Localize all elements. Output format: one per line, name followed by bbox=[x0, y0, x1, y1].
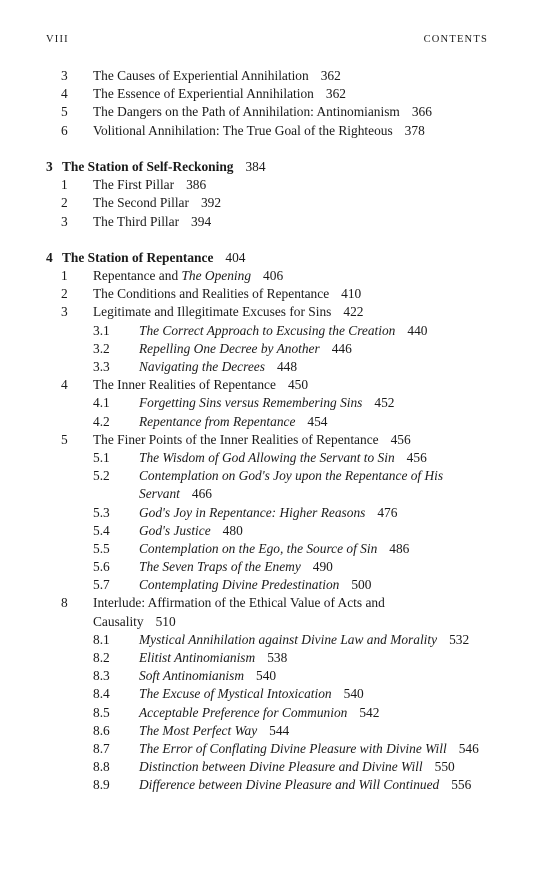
toc-entry[interactable] bbox=[0, 376, 554, 394]
toc-subentry[interactable] bbox=[0, 740, 554, 758]
entry-title: God's Justice bbox=[139, 522, 211, 538]
entry-title: The Third Pillar bbox=[93, 213, 180, 229]
entry-number: 2 bbox=[61, 195, 68, 211]
entry-number: 3 bbox=[61, 304, 68, 320]
entry-number: 8.7 bbox=[93, 740, 110, 756]
entry-page: 540 bbox=[256, 668, 277, 684]
entry-page: 546 bbox=[458, 740, 479, 756]
toc-entry-continued[interactable] bbox=[0, 613, 554, 631]
entry-page: 538 bbox=[267, 650, 288, 665]
entry-title: The Correct Approach to Excusing the Creation bbox=[139, 322, 396, 338]
entry-page: 392 bbox=[200, 195, 222, 211]
entry-number: 2 bbox=[61, 286, 68, 302]
toc-entry[interactable] bbox=[0, 594, 554, 612]
entry-title: Contemplation on the Ego, the Source of Sin bbox=[139, 540, 378, 556]
running-title: CONTENTS bbox=[423, 34, 488, 45]
toc-subentry[interactable] bbox=[0, 776, 554, 794]
toc-subentry[interactable] bbox=[0, 704, 554, 722]
toc-subentry[interactable] bbox=[0, 667, 554, 685]
toc-subentry[interactable] bbox=[0, 322, 554, 340]
entry-number: 3.1 bbox=[93, 322, 110, 338]
entry-title: Contemplating Divine Predestination bbox=[139, 577, 340, 593]
entry-page: 378 bbox=[404, 122, 425, 138]
toc-chapter-entry[interactable] bbox=[0, 249, 554, 267]
entry-number: 1 bbox=[61, 177, 68, 193]
entry-page: 448 bbox=[276, 359, 298, 374]
entry-page: 544 bbox=[269, 722, 290, 738]
entry-title: Forgetting Sins versus Remembering Sins bbox=[139, 395, 363, 411]
entry-title: The Dangers on the Path of Annihilation: Antinomianism bbox=[93, 104, 400, 120]
toc-entry[interactable] bbox=[0, 122, 554, 140]
toc-subentry[interactable] bbox=[0, 540, 554, 558]
toc-subentry[interactable] bbox=[0, 558, 554, 576]
spacer bbox=[0, 140, 554, 158]
toc-chapter-entry[interactable] bbox=[0, 158, 554, 176]
entry-number: 8.3 bbox=[93, 668, 110, 684]
entry-page: 542 bbox=[359, 704, 380, 720]
toc-entry[interactable] bbox=[0, 176, 554, 194]
chapter-page: 404 bbox=[225, 249, 246, 265]
entry-title: The Excuse of Mystical Intoxication bbox=[139, 686, 332, 702]
toc-subentry[interactable] bbox=[0, 631, 554, 649]
entry-number: 3.2 bbox=[93, 340, 110, 356]
entry-page: 476 bbox=[377, 504, 398, 520]
toc-subentry[interactable] bbox=[0, 758, 554, 776]
entry-page: 362 bbox=[320, 68, 341, 83]
entry-title: The Inner Realities of Repentance bbox=[93, 377, 276, 393]
toc-subentry[interactable] bbox=[0, 467, 554, 485]
entry-page: 466 bbox=[191, 486, 212, 502]
entry-number: 5.5 bbox=[93, 540, 110, 556]
chapter-number: 4 bbox=[46, 249, 53, 265]
entry-number: 8.4 bbox=[93, 686, 110, 702]
entry-title: Difference between Divine Pleasure and Will Continued bbox=[139, 777, 440, 793]
entry-number: 8.6 bbox=[93, 722, 110, 738]
entry-title: The Error of Conflating Divine Pleasure with Divine Will bbox=[139, 740, 447, 756]
entry-title: Mystical Annihilation against Divine Law and Morality bbox=[139, 631, 438, 647]
toc-subentry[interactable] bbox=[0, 340, 554, 358]
entry-number: 3 bbox=[61, 213, 68, 229]
entry-number: 3 bbox=[61, 68, 68, 83]
toc-entry[interactable] bbox=[0, 285, 554, 303]
toc-subentry[interactable] bbox=[0, 449, 554, 467]
entry-page: 500 bbox=[351, 577, 372, 593]
toc-subentry[interactable] bbox=[0, 413, 554, 431]
entry-number: 8.2 bbox=[93, 650, 110, 665]
entry-title: Navigating the Decrees bbox=[139, 359, 265, 374]
entry-title: The Wisdom of God Allowing the Servant to Sin bbox=[139, 449, 395, 465]
entry-page: 422 bbox=[343, 304, 364, 320]
entry-number: 8.9 bbox=[93, 777, 110, 793]
entry-title-italic: The Opening bbox=[181, 268, 252, 284]
entry-number: 5.3 bbox=[93, 504, 110, 520]
entry-number: 8 bbox=[61, 595, 68, 611]
entry-title: Repentance from Repentance bbox=[139, 413, 296, 429]
toc-entry[interactable] bbox=[0, 267, 554, 285]
entry-page: 556 bbox=[451, 777, 472, 793]
entry-number: 8.8 bbox=[93, 759, 110, 775]
toc-entry[interactable] bbox=[0, 303, 554, 321]
toc-entry[interactable] bbox=[0, 431, 554, 449]
toc-entry[interactable] bbox=[0, 67, 554, 85]
toc-subentry[interactable] bbox=[0, 722, 554, 740]
toc-subentry[interactable] bbox=[0, 394, 554, 412]
entry-title: Interlude: Affirmation of the Ethical Value of Acts and bbox=[93, 595, 385, 611]
chapter-title: The Station of Repentance bbox=[62, 249, 214, 265]
entry-page: 394 bbox=[191, 213, 212, 229]
toc-subentry[interactable] bbox=[0, 649, 554, 667]
entry-page: 540 bbox=[343, 686, 364, 702]
toc-subentry[interactable] bbox=[0, 576, 554, 594]
entry-number: 5 bbox=[61, 431, 68, 447]
entry-title: The First Pillar bbox=[93, 177, 175, 193]
entry-title: Contemplation on God's Joy upon the Repentance of His bbox=[139, 468, 444, 484]
entry-page: 454 bbox=[307, 413, 328, 429]
toc-subentry[interactable] bbox=[0, 522, 554, 540]
entry-number: 6 bbox=[61, 122, 68, 138]
entry-page: 550 bbox=[434, 759, 455, 775]
folio: VIII bbox=[46, 34, 69, 45]
entry-page: 532 bbox=[449, 631, 470, 647]
spacer bbox=[0, 231, 554, 249]
entry-page: 450 bbox=[287, 377, 309, 393]
toc-subentry-continued[interactable] bbox=[0, 485, 554, 503]
entry-number: 4.1 bbox=[93, 395, 110, 411]
entry-title: The Essence of Experiential Annihilation bbox=[93, 86, 314, 102]
toc-subentry[interactable] bbox=[0, 504, 554, 522]
entry-page: 456 bbox=[406, 449, 427, 465]
toc-subentry[interactable] bbox=[0, 685, 554, 703]
entry-number: 4.2 bbox=[93, 413, 110, 429]
entry-number: 3.3 bbox=[93, 359, 110, 374]
running-head bbox=[46, 34, 488, 45]
entry-title: The Conditions and Realities of Repentance bbox=[93, 286, 330, 302]
chapter-page: 384 bbox=[245, 158, 266, 174]
entry-page: 480 bbox=[222, 522, 243, 538]
entry-title: The Most Perfect Way bbox=[139, 722, 258, 738]
entry-page: 362 bbox=[325, 86, 346, 102]
toc-subentry[interactable] bbox=[0, 358, 554, 376]
entry-title: Acceptable Preference for Communion bbox=[139, 704, 348, 720]
entry-page: 510 bbox=[155, 613, 176, 629]
entry-page: 446 bbox=[331, 340, 352, 356]
toc-entry[interactable] bbox=[0, 194, 554, 212]
entry-title: Soft Antinomianism bbox=[139, 668, 245, 684]
entry-number: 5.4 bbox=[93, 522, 110, 538]
entry-title-continued: Servant bbox=[139, 486, 180, 502]
chapter-title: The Station of Self-Reckoning bbox=[62, 158, 234, 174]
entry-title: God's Joy in Repentance: Higher Reasons bbox=[139, 504, 366, 520]
entry-title: Distinction between Divine Pleasure and Divine Will bbox=[139, 759, 423, 775]
entry-title: The Causes of Experiential Annihilation bbox=[93, 68, 309, 83]
entry-number: 8.1 bbox=[93, 631, 110, 647]
entry-page: 410 bbox=[341, 286, 362, 302]
entry-number: 5 bbox=[61, 104, 68, 120]
entry-page: 440 bbox=[407, 322, 428, 338]
toc-entry[interactable] bbox=[0, 213, 554, 231]
entry-title: Elitist Antinomianism bbox=[139, 650, 256, 665]
entry-page: 366 bbox=[411, 104, 432, 120]
entry-number: 8.5 bbox=[93, 704, 110, 720]
table-of-contents bbox=[0, 67, 554, 795]
entry-page: 386 bbox=[186, 177, 207, 193]
entry-page: 456 bbox=[390, 431, 411, 447]
entry-title: The Seven Traps of the Enemy bbox=[139, 559, 301, 575]
entry-title: Legitimate and Illegitimate Excuses for Sins bbox=[93, 304, 332, 320]
chapter-number: 3 bbox=[46, 158, 53, 174]
entry-number: 4 bbox=[61, 377, 68, 393]
entry-number: 4 bbox=[61, 86, 68, 102]
entry-number: 1 bbox=[61, 268, 68, 284]
entry-page: 486 bbox=[389, 540, 410, 556]
entry-number: 5.1 bbox=[93, 449, 110, 465]
entry-title: The Second Pillar bbox=[93, 195, 189, 211]
entry-title: Repentance and bbox=[93, 268, 182, 284]
toc-entry[interactable] bbox=[0, 85, 554, 103]
entry-title: Repelling One Decree by Another bbox=[139, 340, 320, 356]
entry-title-continued: Causality bbox=[93, 613, 144, 629]
entry-title: The Finer Points of the Inner Realities of Repentance bbox=[93, 431, 379, 447]
entry-number: 5.2 bbox=[93, 468, 110, 484]
toc-entry[interactable] bbox=[0, 103, 554, 121]
entry-number: 5.7 bbox=[93, 577, 110, 593]
entry-number: 5.6 bbox=[93, 559, 110, 575]
entry-page: 452 bbox=[374, 395, 395, 411]
entry-page: 490 bbox=[312, 559, 333, 575]
entry-title: Volitional Annihilation: The True Goal of the Righteous bbox=[93, 122, 393, 138]
entry-page: 406 bbox=[263, 268, 284, 284]
